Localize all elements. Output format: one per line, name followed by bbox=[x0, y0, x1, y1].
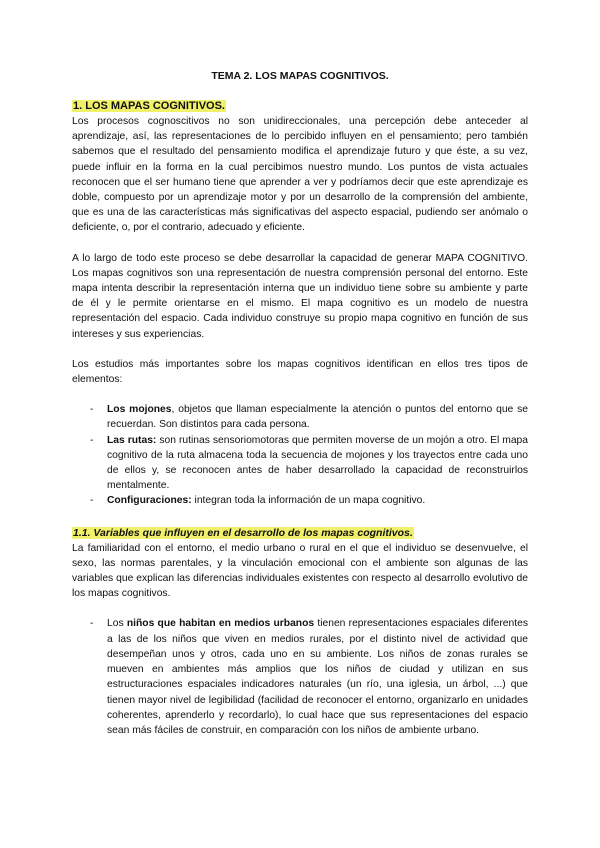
document-page bbox=[72, 70, 528, 738]
section-1-paragraph-3: Los estudios más importantes sobre los mapas cognitivos identifican en ellos tres tipos de elementos: bbox=[72, 358, 528, 386]
elements-list bbox=[72, 402, 528, 508]
spacer bbox=[72, 236, 528, 251]
list-item-term: niños que habitan en medios urbanos bbox=[126, 618, 315, 630]
document-title: TEMA 2. LOS MAPAS COGNITIVOS. bbox=[211, 70, 389, 82]
section-1-paragraph-2: A lo largo de todo este proceso se debe desarrollar la capacidad de generar MAPA COGNITIVO. Los mapas cognitivos son una representación de nuestra comprensión personal del entorno. Este mapa intenta describir la representación interna que un individuo tiene sobre su ambiente y parte de él y le permite orientarse en el mismo. El mapa cognitivo es un modelo de nuestra representación del espacio. Cada individuo construye su propio mapa cognitivo en función de sus intereses y sus experiencias. bbox=[72, 252, 528, 340]
list-item-text: tienen representaciones espaciales diferentes a las de los niños que viven en medios rurales, por el distinto nivel de actividad que desempeñan unos y otros, cada uno en su ambiente. Los niños de zonas rurales se mueven en ambientes más amplios que los niños de ciudad y utilizan en sus estructuraciones espaciales indicadores naturales (un río, una iglesia, un árbol, ...) que tienen mayor nivel de legibilidad (facilidad de reconocer el entorno, organizarlo en unidades coherentes, aprenderlo y recordarlo), lo cual hace que sus representaciones del espacio sean más fáciles de construir, en comparación con los niños de ambiente urbano. bbox=[107, 618, 528, 736]
list-item-term: Las rutas: bbox=[107, 434, 157, 446]
spacer bbox=[72, 387, 528, 402]
list-dash: - bbox=[90, 434, 94, 446]
list-item-text: son rutinas sensoriomotoras que permiten moverse de un mojón a otro. El mapa cognitivo de la ruta almacena toda la secuencia de mojones y los trayectos entre cada uno de ellos y, se reconocen antes de haber desarrollado la capacidad de reconstruirlos mentalmente. bbox=[107, 434, 528, 492]
list-item-term: Configuraciones: bbox=[107, 495, 192, 507]
section-1-heading-row bbox=[72, 97, 528, 114]
list-item bbox=[72, 616, 528, 738]
variables-list bbox=[72, 616, 528, 738]
list-dash: - bbox=[90, 404, 94, 416]
list-item bbox=[72, 402, 528, 432]
spacer bbox=[72, 342, 528, 357]
spacer bbox=[72, 601, 528, 616]
list-item bbox=[72, 433, 528, 494]
section-1-1-heading: 1.1. Variables que influyen en el desarrollo de los mapas cognitivos. bbox=[73, 526, 413, 539]
section-1-paragraph-1: Los procesos cognoscitivos no son unidireccionales, una percepción debe anteceder al aprendizaje, así, las representaciones de lo percibido influyen en el pensamiento; pero también sabemos que el resultado del pensamiento modifica el aprendizaje futuro y que éste, a su vez, puede influir en la forma en la cual percibimos nuestro mundo. Los puntos de vista actuales reconocen que el ser humano tiene que aprender a ver y podríamos decir que este aprendizaje es doble, compuesto por un aprendizaje motor y por un desarrollo de la comprensión del ambiente, que es una de las características más significativas del aspecto espacial, pudiendo ser anómalo o deficiente, o, por el contrario, adecuado y eficiente. bbox=[72, 116, 528, 234]
list-item-prefix: Los bbox=[107, 618, 127, 630]
section-1-1-heading-row bbox=[72, 524, 528, 541]
list-item-text: , objetos que llaman especialmente la atención o puntos del entorno que se recuerdan. Son distintos para cada persona. bbox=[107, 404, 528, 431]
list-item-term: Los mojones bbox=[107, 404, 172, 416]
list-item bbox=[72, 493, 528, 508]
section-1-heading: 1. LOS MAPAS COGNITIVOS. bbox=[73, 100, 225, 112]
list-dash: - bbox=[90, 495, 94, 507]
list-dash: - bbox=[90, 618, 94, 630]
list-item-text: integran toda la información de un mapa cognitivo. bbox=[191, 495, 426, 507]
spacer bbox=[72, 509, 528, 524]
section-1-1-paragraph-1: La familiaridad con el entorno, el medio urbano o rural en el que el individuo se desenvuelve, el sexo, las normas parentales, y la vinculación emocional con el ambiente son algunas de las variables que explican las diferencias individuales existentes con respecto al desarrollo evolutivo de los mapas cognitivos. bbox=[72, 542, 528, 600]
